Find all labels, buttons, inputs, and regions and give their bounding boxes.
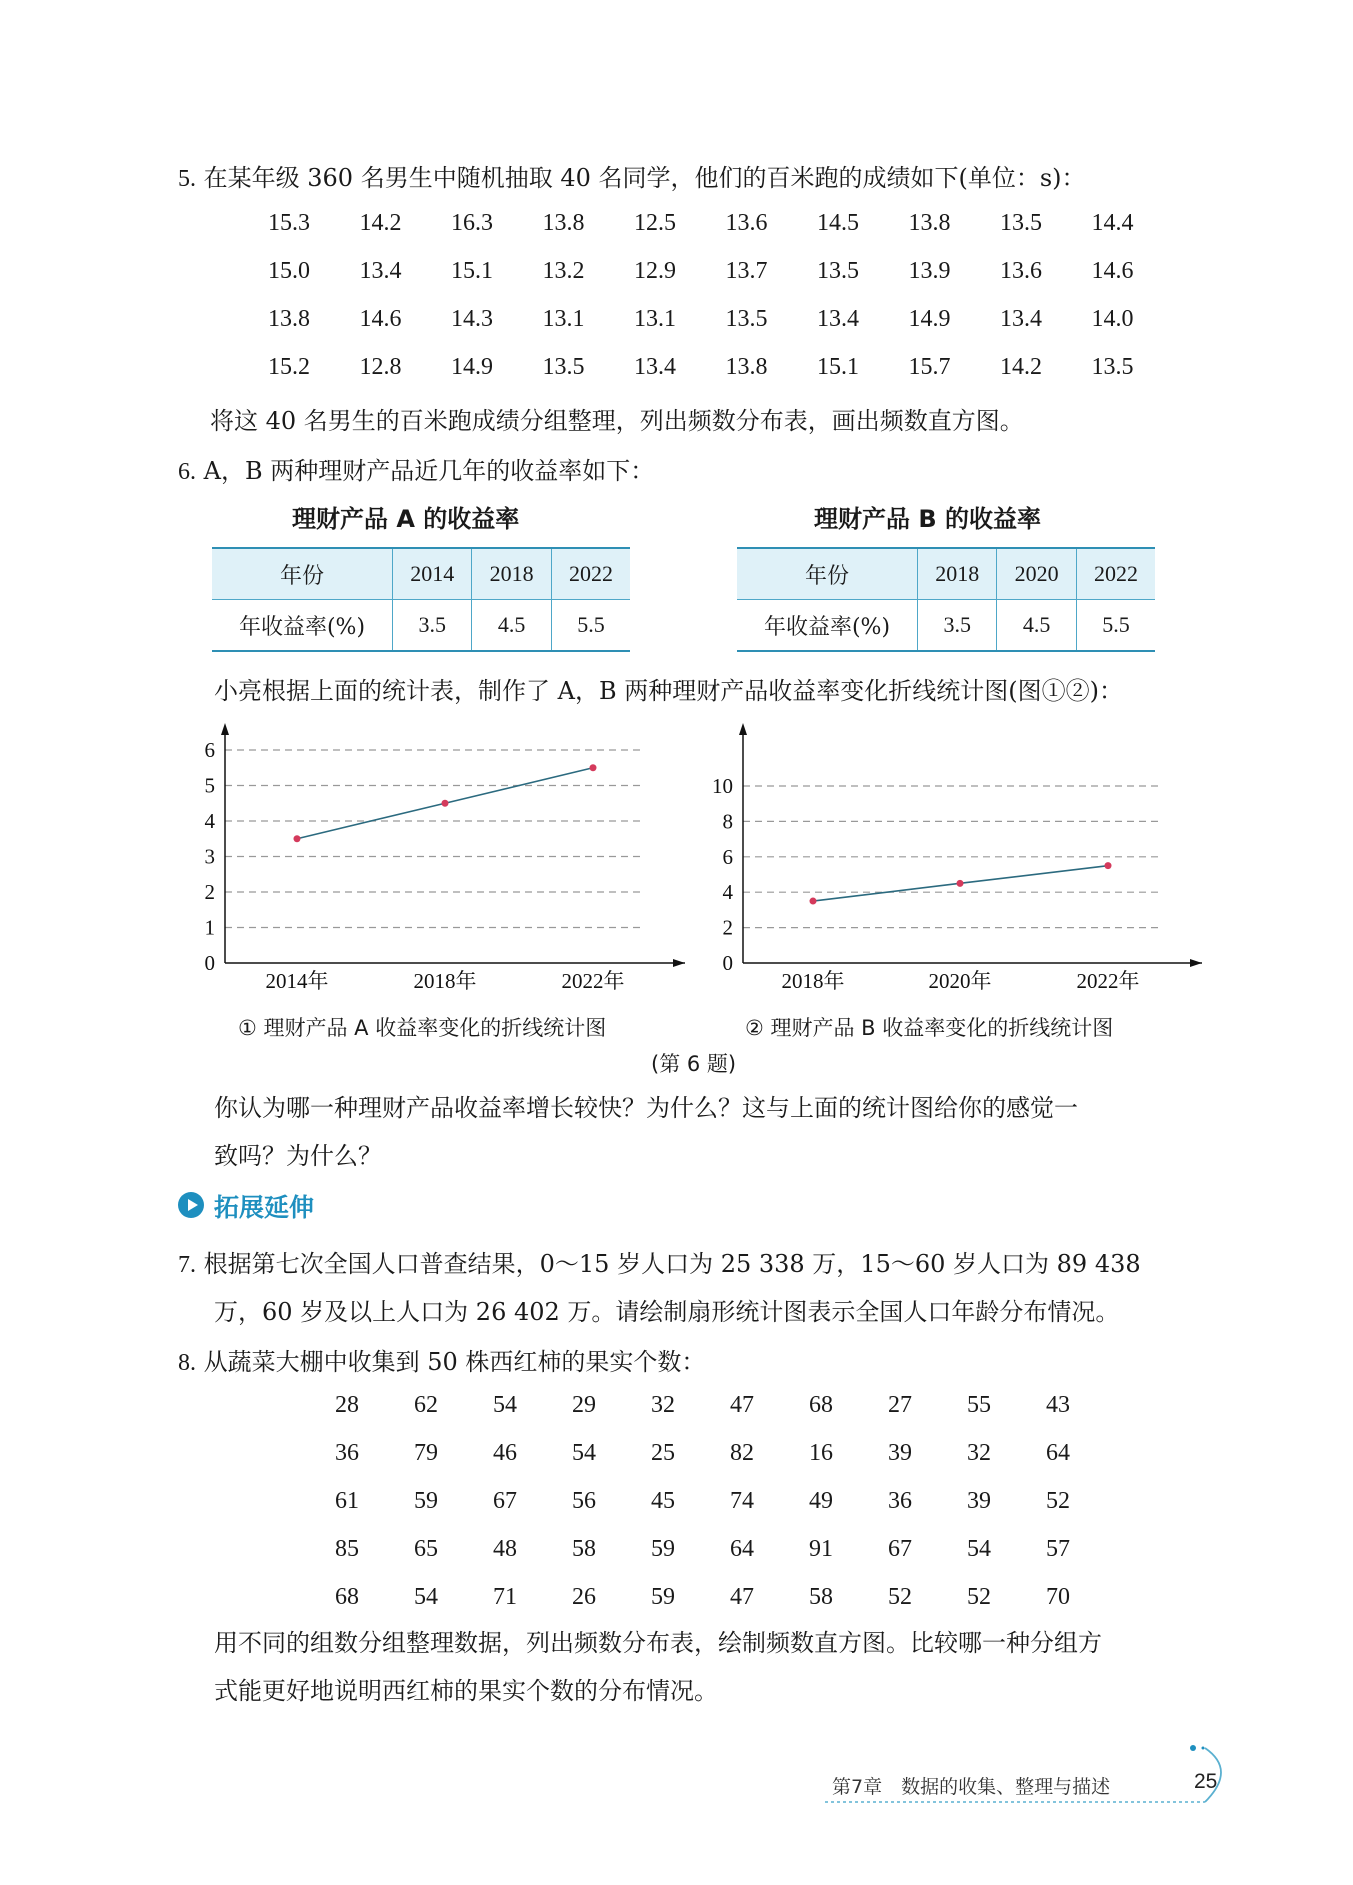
section-title: 拓展延伸 xyxy=(214,1193,315,1222)
q5-prompt xyxy=(178,162,1086,195)
q5-grid-value: 13.5 xyxy=(1000,210,1042,236)
page-number: 25 xyxy=(1194,1770,1218,1793)
q8-grid-value: 68 xyxy=(335,1584,359,1610)
q5-text: 在某年级 360 名男生中随机抽取 40 名同学，他们的百米跑的成绩如下(单位：s)： xyxy=(203,164,1086,192)
q8-prompt xyxy=(178,1346,705,1379)
q5-grid-value: 13.1 xyxy=(542,306,585,332)
q8-grid-value: 36 xyxy=(888,1488,912,1514)
q5-grid-value: 14.4 xyxy=(1091,210,1134,236)
table-b xyxy=(737,547,1155,652)
q5-grid-value: 16.3 xyxy=(451,210,493,236)
q5-grid-value: 12.5 xyxy=(634,210,676,236)
q8-grid-value: 32 xyxy=(967,1440,991,1466)
q7-line1 xyxy=(178,1248,1141,1281)
q5-grid-value: 14.2 xyxy=(359,210,402,236)
q5-grid-value: 13.1 xyxy=(634,306,676,332)
q8-grid-value: 57 xyxy=(1046,1536,1070,1562)
q8-grid-value: 74 xyxy=(730,1488,754,1514)
q8-grid-value: 39 xyxy=(967,1488,991,1514)
q5-grid-value: 13.5 xyxy=(542,354,585,380)
y-axis-arrow xyxy=(221,723,229,735)
q6-question-line2: 致吗？为什么？ xyxy=(214,1142,382,1170)
table-a-title: 理财产品 A 的收益率 xyxy=(292,505,520,533)
q8-grid-value: 65 xyxy=(414,1536,438,1562)
table-b-cell: 5.5 xyxy=(1076,600,1155,652)
table-a-header-row xyxy=(212,548,630,600)
table-a-cell: 5.5 xyxy=(551,600,630,652)
q5-grid-value: 13.6 xyxy=(1000,258,1042,284)
chart-a xyxy=(195,715,695,1005)
x-tick-label: 2018年 xyxy=(413,969,477,993)
q8-grid-value: 82 xyxy=(730,1440,754,1466)
table-b-title: 理财产品 B 的收益率 xyxy=(814,505,1042,533)
table-a-cell: 2022 xyxy=(551,548,630,600)
q8-grid-value: 49 xyxy=(809,1488,833,1514)
q5-grid-value: 14.6 xyxy=(359,306,402,332)
table-a xyxy=(212,547,630,652)
q8-grid-value: 59 xyxy=(651,1584,675,1610)
q5-grid-value: 15.0 xyxy=(268,258,310,284)
q8-grid-value: 32 xyxy=(651,1392,675,1418)
y-tick-label: 0 xyxy=(204,951,215,975)
q5-grid-value: 13.4 xyxy=(634,354,676,380)
q8-grid-value: 54 xyxy=(414,1584,438,1610)
q5-grid-value: 12.8 xyxy=(359,354,402,380)
q8-line1: 用不同的组数分组整理数据，列出频数分布表，绘制频数直方图。比较哪一种分组方 xyxy=(214,1629,1102,1657)
q8-grid-value: 29 xyxy=(572,1392,596,1418)
chart-b-caption: ② 理财产品 B 收益率变化的折线统计图 xyxy=(745,1016,1114,1040)
q8-grid-value: 25 xyxy=(651,1440,675,1466)
q8-grid-value: 52 xyxy=(967,1584,991,1610)
q5-grid-value: 13.7 xyxy=(725,258,768,284)
q8-grid-value: 64 xyxy=(1046,1440,1070,1466)
table-b-cell: 3.5 xyxy=(918,600,997,652)
q8-grid-value: 54 xyxy=(967,1536,991,1562)
q7-text-line1: 根据第七次全国人口普查结果，0～15 岁人口为 25 338 万，15～60 岁人口为 89 438 xyxy=(203,1250,1141,1278)
q5-grid-value: 15.1 xyxy=(817,354,859,380)
q8-grid-value: 61 xyxy=(335,1488,359,1514)
y-tick-label: 0 xyxy=(722,951,733,975)
table-a-data-row xyxy=(212,600,630,652)
q5-grid-value: 13.5 xyxy=(817,258,859,284)
q5-grid-value: 13.5 xyxy=(1091,354,1134,380)
x-axis-arrow xyxy=(673,959,685,967)
q5-grid-value: 13.8 xyxy=(908,210,951,236)
q8-grid-value: 59 xyxy=(651,1536,675,1562)
q5-grid-value: 13.8 xyxy=(268,306,310,332)
q5-grid-value: 14.0 xyxy=(1091,306,1134,332)
x-axis-arrow xyxy=(1190,959,1202,967)
q8-grid-value: 16 xyxy=(809,1440,833,1466)
q5-instruction: 将这 40 名男生的百米跑成绩分组整理，列出频数分布表，画出频数直方图。 xyxy=(210,407,1024,435)
q8-number: 8. xyxy=(178,1350,196,1376)
q8-grid-value: 85 xyxy=(335,1536,359,1562)
q8-grid-value: 43 xyxy=(1046,1392,1070,1418)
y-tick-label: 10 xyxy=(712,774,733,798)
q8-grid-value: 67 xyxy=(888,1536,912,1562)
table-a-cell: 4.5 xyxy=(472,600,551,652)
q5-grid-value: 12.9 xyxy=(634,258,676,284)
table-b-cell: 年收益率(%) xyxy=(763,614,891,640)
q5-grid-value: 13.6 xyxy=(725,210,768,236)
data-point xyxy=(590,764,597,771)
y-axis-arrow xyxy=(739,723,747,735)
q8-grid-value: 64 xyxy=(730,1536,754,1562)
q6-number: 6. xyxy=(178,459,196,485)
q5-grid-value: 15.3 xyxy=(268,210,310,236)
chapter-title: 第7章 数据的收集、整理与描述 xyxy=(832,1776,1111,1798)
q5-grid-value: 14.6 xyxy=(1091,258,1134,284)
play-icon xyxy=(178,1192,204,1218)
q8-grid-value: 48 xyxy=(493,1536,517,1562)
q8-grid-value: 70 xyxy=(1046,1584,1070,1610)
q8-grid-value: 55 xyxy=(967,1392,991,1418)
q5-grid-value: 14.9 xyxy=(451,354,493,380)
table-b-header-row xyxy=(737,548,1155,600)
x-tick-label: 2014年 xyxy=(265,969,329,993)
q8-grid-value: 58 xyxy=(809,1584,833,1610)
q6-text: A，B 两种理财产品近几年的收益率如下： xyxy=(203,457,655,485)
x-tick-label: 2018年 xyxy=(781,969,845,993)
q8-grid-value: 54 xyxy=(572,1440,596,1466)
y-tick-label: 3 xyxy=(204,844,215,869)
q7-number: 7. xyxy=(178,1252,196,1278)
y-tick-label: 6 xyxy=(204,738,215,762)
y-tick-label: 2 xyxy=(722,915,733,940)
q8-grid-value: 46 xyxy=(493,1440,517,1466)
q8-line2: 式能更好地说明西红柿的果实个数的分布情况。 xyxy=(214,1677,718,1705)
table-b-cell: 年份 xyxy=(737,548,918,600)
q5-grid-value: 15.7 xyxy=(908,354,951,380)
q8-text: 从蔬菜大棚中收集到 50 株西红柿的果实个数： xyxy=(203,1348,706,1376)
x-tick-label: 2022年 xyxy=(1076,969,1140,993)
q8-grid-value: 28 xyxy=(335,1392,359,1418)
chart-a-caption: ① 理财产品 A 收益率变化的折线统计图 xyxy=(238,1016,607,1040)
q6-intro: 小亮根据上面的统计表，制作了 A，B 两种理财产品收益率变化折线统计图(图①②)： xyxy=(214,677,1123,705)
q8-grid-value: 47 xyxy=(730,1392,754,1418)
q8-grid-value: 79 xyxy=(414,1440,438,1466)
q5-grid-value: 13.4 xyxy=(359,258,402,284)
y-tick-label: 8 xyxy=(722,809,733,834)
q8-grid-value: 26 xyxy=(572,1584,596,1610)
q8-grid-value: 45 xyxy=(651,1488,675,1514)
q8-grid-value: 71 xyxy=(493,1584,517,1610)
q5-number: 5. xyxy=(178,166,196,192)
figure-label: (第 6 题) xyxy=(651,1052,737,1076)
x-tick-label: 2020年 xyxy=(928,969,992,993)
table-b-cell: 4.5 xyxy=(997,600,1076,652)
q5-grid-value: 13.8 xyxy=(725,354,768,380)
q5-grid-value: 15.1 xyxy=(451,258,493,284)
q8-grid-value: 27 xyxy=(888,1392,912,1418)
data-point xyxy=(810,898,817,905)
q5-grid-value: 14.2 xyxy=(1000,354,1042,380)
y-tick-label: 6 xyxy=(722,844,733,869)
q5-grid-value: 15.2 xyxy=(268,354,310,380)
q8-grid-value: 56 xyxy=(572,1488,596,1514)
q8-grid-value: 58 xyxy=(572,1536,596,1562)
table-b-data-row xyxy=(737,600,1155,652)
q5-grid-value: 14.9 xyxy=(908,306,951,332)
q5-grid-value: 13.2 xyxy=(542,258,585,284)
y-tick-label: 5 xyxy=(204,773,215,798)
q7-line2: 万，60 岁及以上人口为 26 402 万。请绘制扇形统计图表示全国人口年龄分布情况。 xyxy=(214,1298,1120,1326)
footer-ornament xyxy=(825,1740,1245,1810)
q8-grid-value: 62 xyxy=(414,1392,438,1418)
y-tick-label: 4 xyxy=(722,880,733,905)
q5-grid-value: 13.4 xyxy=(1000,306,1042,332)
y-tick-label: 4 xyxy=(204,809,215,833)
table-b-cell: 2022 xyxy=(1076,548,1155,600)
x-tick-label: 2022年 xyxy=(561,969,625,993)
table-a-cell: 2018 xyxy=(472,548,551,600)
table-b-cell: 2018 xyxy=(918,548,997,600)
q8-grid-value: 91 xyxy=(809,1536,833,1562)
q8-grid-value: 52 xyxy=(888,1584,912,1610)
q8-grid-value: 54 xyxy=(493,1392,517,1418)
q6-prompt xyxy=(178,455,654,488)
data-point xyxy=(957,880,964,887)
y-tick-label: 1 xyxy=(204,915,215,940)
q8-grid-value: 36 xyxy=(335,1440,359,1466)
data-point xyxy=(294,835,301,842)
table-a-cell: 年收益率(%) xyxy=(238,614,366,640)
q5-grid-value: 13.4 xyxy=(817,306,859,332)
q8-grid-value: 59 xyxy=(414,1488,438,1514)
q5-grid-value: 14.3 xyxy=(451,306,493,332)
data-point xyxy=(1105,862,1112,869)
q5-grid-value: 13.9 xyxy=(908,258,951,284)
q8-grid-value: 52 xyxy=(1046,1488,1070,1514)
q5-grid-value: 13.8 xyxy=(542,210,585,236)
q8-grid-value: 39 xyxy=(888,1440,912,1466)
table-b-cell: 2020 xyxy=(997,548,1076,600)
q6-question-line1: 你认为哪一种理财产品收益率增长较快？为什么？这与上面的统计图给你的感觉一 xyxy=(214,1094,1078,1122)
y-tick-label: 2 xyxy=(204,880,215,904)
table-a-cell: 3.5 xyxy=(393,600,472,652)
q5-grid-value: 14.5 xyxy=(817,210,859,236)
table-a-cell: 年份 xyxy=(212,548,393,600)
q5-grid-value: 13.5 xyxy=(725,306,768,332)
q8-grid-value: 47 xyxy=(730,1584,754,1610)
q8-grid-value: 68 xyxy=(809,1392,833,1418)
chart-b xyxy=(705,715,1215,1005)
table-a-cell: 2014 xyxy=(393,548,472,600)
q8-grid-value: 67 xyxy=(493,1488,517,1514)
data-point xyxy=(442,800,449,807)
